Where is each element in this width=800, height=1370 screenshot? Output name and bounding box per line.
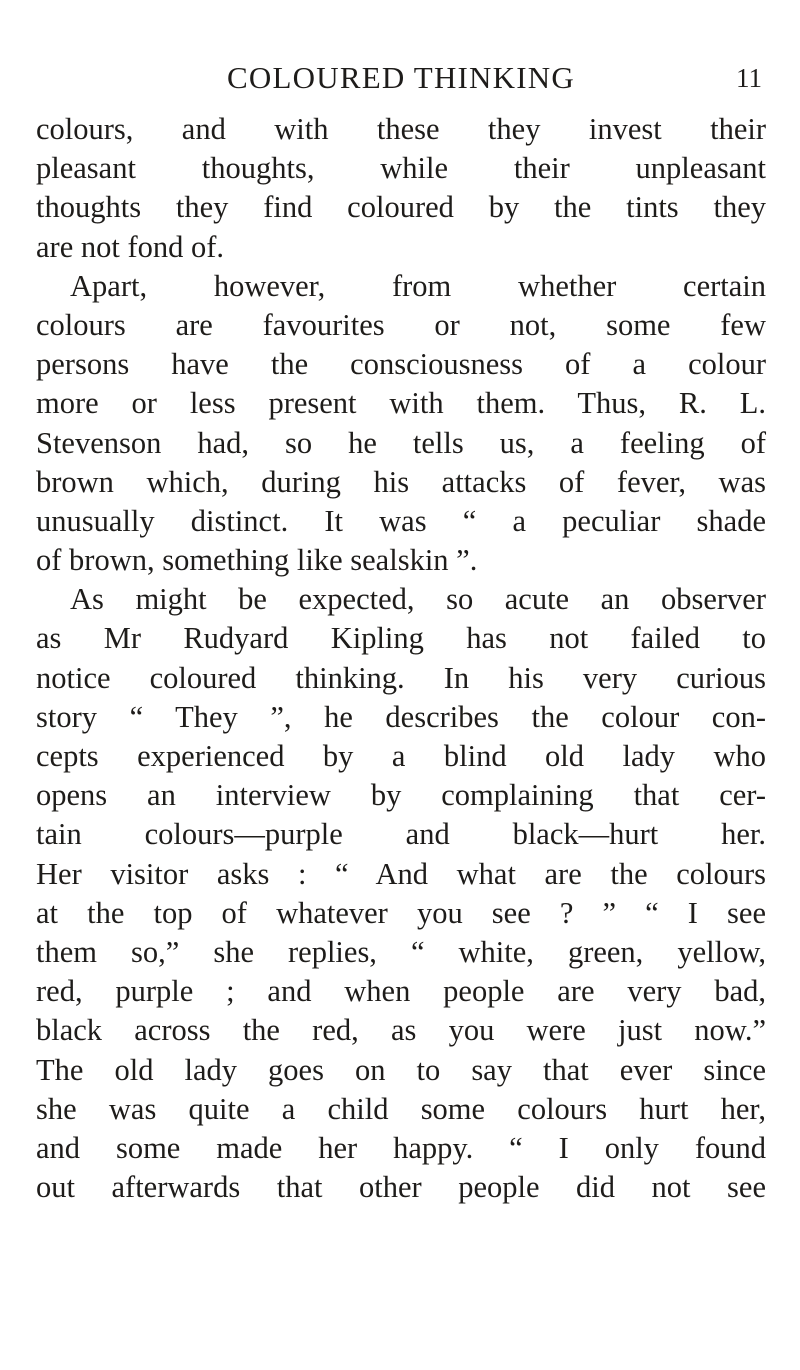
text-line: Apart, however, from whether certain [70, 268, 766, 303]
text-line: As might be expected, so acute an observer [70, 582, 766, 617]
text-line: black across the red, as you were just now.” [36, 1013, 766, 1048]
text-line: pleasant thoughts, while their unpleasant [36, 151, 766, 186]
running-head [36, 58, 766, 98]
text-line: cepts experienced by a blind old lady who [36, 739, 766, 773]
text-line: at the top of whatever you see ? ” “ I see [36, 895, 766, 930]
text-line: and some made her happy. “ I only found [36, 1130, 766, 1165]
text-line: more or less present with them. Thus, R. L. [36, 386, 766, 421]
text-line: unusually distinct. It was “ a peculiar shade [36, 503, 766, 538]
body-text [36, 110, 766, 1207]
text-line: she was quite a child some colours hurt her, [36, 1091, 766, 1126]
text-line: brown which, during his attacks of fever, was [36, 464, 766, 499]
text-line: Stevenson had, so he tells us, a feeling of [36, 425, 766, 460]
text-line: red, purple ; and when people are very bad, [36, 974, 766, 1009]
text-line: opens an interview by complaining that cer- [36, 778, 766, 813]
text-line: as Mr Rudyard Kipling has not failed to [36, 621, 766, 656]
text-line: colours, and with these they invest their [36, 112, 766, 146]
text-line: Her visitor asks : “ And what are the colours [36, 856, 766, 891]
text-line: out afterwards that other people did not see [36, 1170, 766, 1205]
text-line: them so,” she replies, “ white, green, yellow, [36, 934, 766, 969]
text-line: story “ They ”, he describes the colour con- [36, 699, 766, 734]
text-line: thoughts they find coloured by the tints they [36, 190, 766, 225]
text-line: colours are favourites or not, some few [36, 307, 766, 342]
text-line: The old lady goes on to say that ever since [36, 1052, 766, 1087]
text-line: are not fond of. [36, 229, 225, 264]
text-line: tain colours—purple and black—hurt her. [36, 817, 766, 852]
text-line: of brown, something like sealskin ”. [36, 543, 478, 578]
running-title: COLOURED THINKING [227, 60, 575, 95]
text-line: persons have the consciousness of a colour [36, 347, 766, 382]
page-number: 11 [736, 63, 762, 93]
text-line: notice coloured thinking. In his very curious [36, 660, 766, 695]
